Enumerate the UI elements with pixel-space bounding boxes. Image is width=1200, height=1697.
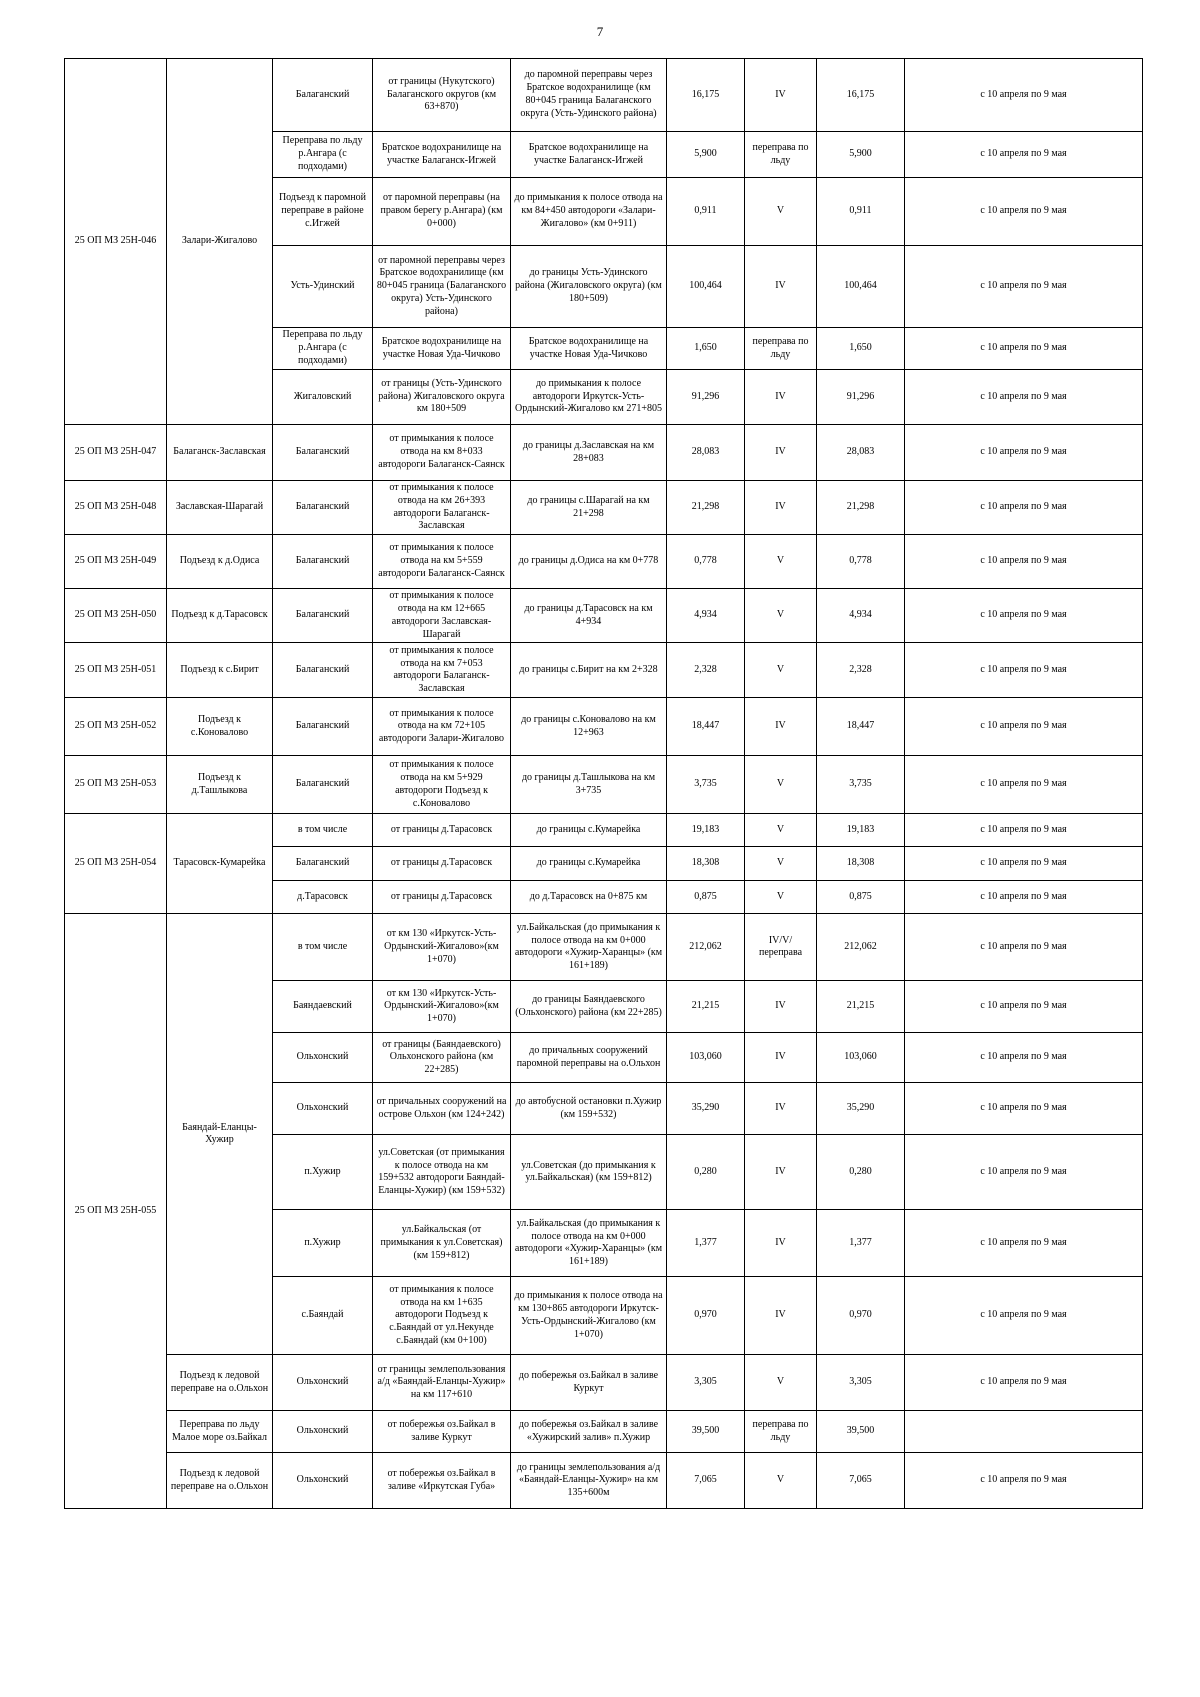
- length-total-cell: 28,083: [817, 425, 905, 481]
- category-cell: IV: [745, 1277, 817, 1355]
- road-code-cell: 25 ОП МЗ 25Н-052: [65, 698, 167, 756]
- table-row: [65, 814, 1143, 847]
- to-cell: до автобусной остановки п.Хужир (км 159+532): [511, 1083, 667, 1135]
- length-cell: 1,377: [667, 1210, 745, 1277]
- from-cell: от примыкания к полосе отвода на км 5+559 автодороги Балаганск-Саянск: [373, 535, 511, 589]
- road-name-cell: Залари-Жигалово: [167, 59, 273, 425]
- category-cell: IV/V/переправа: [745, 914, 817, 981]
- road-name-cell: Подъезд к д.Тарасовск: [167, 589, 273, 643]
- length-total-cell: 212,062: [817, 914, 905, 981]
- from-cell: от примыкания к полосе отвода на км 12+665 автодороги Заславская-Шарагай: [373, 589, 511, 643]
- period-cell: с 10 апреля по 9 мая: [905, 914, 1143, 981]
- road-name-cell: Подъезд к ледовой переправе на о.Ольхон: [167, 1355, 273, 1411]
- period-cell: с 10 апреля по 9 мая: [905, 1355, 1143, 1411]
- length-cell: 5,900: [667, 132, 745, 178]
- period-cell: с 10 апреля по 9 мая: [905, 756, 1143, 814]
- period-cell: с 10 апреля по 9 мая: [905, 643, 1143, 698]
- to-cell: Братское водохранилище на участке Балаганск-Игжей: [511, 132, 667, 178]
- length-total-cell: 2,328: [817, 643, 905, 698]
- category-cell: V: [745, 1355, 817, 1411]
- road-name-cell: Баяндай-Еланцы-Хужир: [167, 914, 273, 1355]
- period-cell: с 10 апреля по 9 мая: [905, 1277, 1143, 1355]
- length-cell: 39,500: [667, 1411, 745, 1453]
- district-cell: Баяндаевский: [273, 981, 373, 1033]
- district-cell: Балаганский: [273, 698, 373, 756]
- to-cell: до границы д.Одиса на км 0+778: [511, 535, 667, 589]
- category-cell: IV: [745, 1135, 817, 1210]
- district-cell: Переправа по льду р.Ангара (с подходами): [273, 132, 373, 178]
- category-cell: V: [745, 1453, 817, 1509]
- district-cell: Балаганский: [273, 425, 373, 481]
- to-cell: до границы д.Тарасовск на км 4+934: [511, 589, 667, 643]
- district-cell: Ольхонский: [273, 1083, 373, 1135]
- from-cell: ул.Советская (от примыкания к полосе отвода на км 159+532 автодороги Баяндай-Еланцы-Хужир) (км 159+532): [373, 1135, 511, 1210]
- table-row: [65, 1453, 1143, 1509]
- period-cell: с 10 апреля по 9 мая: [905, 328, 1143, 370]
- length-cell: 3,735: [667, 756, 745, 814]
- category-cell: IV: [745, 481, 817, 535]
- length-total-cell: 0,875: [817, 881, 905, 914]
- road-code-cell: 25 ОП МЗ 25Н-053: [65, 756, 167, 814]
- table-row: [65, 914, 1143, 981]
- period-cell: с 10 апреля по 9 мая: [905, 481, 1143, 535]
- to-cell: до границы землепользования а/д «Баяндай-Еланцы-Хужир» на км 135+600м: [511, 1453, 667, 1509]
- road-name-cell: Переправа по льду Малое море оз.Байкал: [167, 1411, 273, 1453]
- to-cell: до границы с.Бирит на км 2+328: [511, 643, 667, 698]
- period-cell: с 10 апреля по 9 мая: [905, 370, 1143, 425]
- to-cell: ул.Байкальская (до примыкания к полосе отвода на км 0+000 автодороги «Хужир-Харанцы» (км 161+189): [511, 914, 667, 981]
- length-cell: 7,065: [667, 1453, 745, 1509]
- length-total-cell: 7,065: [817, 1453, 905, 1509]
- length-total-cell: 0,970: [817, 1277, 905, 1355]
- road-name-cell: Балаганск-Заславская: [167, 425, 273, 481]
- category-cell: IV: [745, 698, 817, 756]
- district-cell: Балаганский: [273, 847, 373, 881]
- length-total-cell: 3,735: [817, 756, 905, 814]
- category-cell: переправа по льду: [745, 132, 817, 178]
- from-cell: Братское водохранилище на участке Балаганск-Игжей: [373, 132, 511, 178]
- road-code-cell: 25 ОП МЗ 25Н-055: [65, 914, 167, 1509]
- period-cell: с 10 апреля по 9 мая: [905, 1135, 1143, 1210]
- length-total-cell: 100,464: [817, 246, 905, 328]
- period-cell: с 10 апреля по 9 мая: [905, 1210, 1143, 1277]
- category-cell: V: [745, 814, 817, 847]
- length-total-cell: 35,290: [817, 1083, 905, 1135]
- road-code-cell: 25 ОП МЗ 25Н-051: [65, 643, 167, 698]
- period-cell: с 10 апреля по 9 мая: [905, 246, 1143, 328]
- to-cell: до границы д.Ташлыкова на км 3+735: [511, 756, 667, 814]
- table-row: [65, 1355, 1143, 1411]
- to-cell: до побережья оз.Байкал в заливе «Хужирский залив» п.Хужир: [511, 1411, 667, 1453]
- length-cell: 0,280: [667, 1135, 745, 1210]
- category-cell: V: [745, 178, 817, 246]
- to-cell: до причальных сооружений паромной переправы на о.Ольхон: [511, 1033, 667, 1083]
- length-total-cell: 4,934: [817, 589, 905, 643]
- to-cell: до примыкания к полосе отвода на км 130+865 автодороги Иркутск-Усть-Ордынский-Жигалово (км 1+070): [511, 1277, 667, 1355]
- to-cell: до побережья оз.Байкал в заливе Куркут: [511, 1355, 667, 1411]
- district-cell: Балаганский: [273, 535, 373, 589]
- period-cell: с 10 апреля по 9 мая: [905, 59, 1143, 132]
- road-code-cell: 25 ОП МЗ 25Н-049: [65, 535, 167, 589]
- district-cell: Ольхонский: [273, 1033, 373, 1083]
- length-cell: 0,875: [667, 881, 745, 914]
- from-cell: от границы д.Тарасовск: [373, 881, 511, 914]
- category-cell: переправа по льду: [745, 1411, 817, 1453]
- period-cell: с 10 апреля по 9 мая: [905, 1033, 1143, 1083]
- district-cell: Жигаловский: [273, 370, 373, 425]
- district-cell: Балаганский: [273, 756, 373, 814]
- length-cell: 0,778: [667, 535, 745, 589]
- category-cell: IV: [745, 425, 817, 481]
- length-total-cell: 0,280: [817, 1135, 905, 1210]
- from-cell: от границы (Баяндаевского) Ольхонского района (км 22+285): [373, 1033, 511, 1083]
- length-cell: 3,305: [667, 1355, 745, 1411]
- period-cell: с 10 апреля по 9 мая: [905, 425, 1143, 481]
- from-cell: от примыкания к полосе отвода на км 26+393 автодороги Балаганск-Заславская: [373, 481, 511, 535]
- to-cell: до примыкания к полосе автодороги Иркутск-Усть-Ордынский-Жигалово км 271+805: [511, 370, 667, 425]
- to-cell: до границы д.Заславская на км 28+083: [511, 425, 667, 481]
- length-cell: 21,215: [667, 981, 745, 1033]
- category-cell: IV: [745, 1033, 817, 1083]
- from-cell: от причальных сооружений на острове Ольхон (км 124+242): [373, 1083, 511, 1135]
- district-cell: д.Тарасовск: [273, 881, 373, 914]
- from-cell: от границы д.Тарасовск: [373, 847, 511, 881]
- road-code-cell: 25 ОП МЗ 25Н-054: [65, 814, 167, 914]
- length-total-cell: 16,175: [817, 59, 905, 132]
- length-total-cell: 18,447: [817, 698, 905, 756]
- length-cell: 91,296: [667, 370, 745, 425]
- length-total-cell: 3,305: [817, 1355, 905, 1411]
- table-row: [65, 1411, 1143, 1453]
- table-row: [65, 589, 1143, 643]
- table-row: [65, 481, 1143, 535]
- district-cell: Балаганский: [273, 643, 373, 698]
- category-cell: IV: [745, 246, 817, 328]
- period-cell: с 10 апреля по 9 мая: [905, 847, 1143, 881]
- road-name-cell: Подъезд к д.Ташлыкова: [167, 756, 273, 814]
- district-cell: Ольхонский: [273, 1453, 373, 1509]
- category-cell: IV: [745, 1083, 817, 1135]
- length-cell: 103,060: [667, 1033, 745, 1083]
- road-code-cell: 25 ОП МЗ 25Н-050: [65, 589, 167, 643]
- period-cell: с 10 апреля по 9 мая: [905, 589, 1143, 643]
- length-cell: 18,308: [667, 847, 745, 881]
- table-row: [65, 643, 1143, 698]
- from-cell: от границы землепользования а/д «Баяндай-Еланцы-Хужир» на км 117+610: [373, 1355, 511, 1411]
- to-cell: до границы с.Коновалово на км 12+963: [511, 698, 667, 756]
- table-row: [65, 535, 1143, 589]
- length-total-cell: 103,060: [817, 1033, 905, 1083]
- road-name-cell: Подъезд к д.Одиса: [167, 535, 273, 589]
- road-name-cell: Заславская-Шарагай: [167, 481, 273, 535]
- category-cell: IV: [745, 981, 817, 1033]
- district-cell: в том числе: [273, 814, 373, 847]
- length-total-cell: 19,183: [817, 814, 905, 847]
- roads-table: [64, 58, 1143, 1509]
- category-cell: IV: [745, 1210, 817, 1277]
- length-cell: 19,183: [667, 814, 745, 847]
- from-cell: от границы (Нукутского) Балаганского округов (км 63+870): [373, 59, 511, 132]
- length-cell: 16,175: [667, 59, 745, 132]
- table-row: [65, 425, 1143, 481]
- to-cell: до границы Усть-Удинского района (Жигаловского округа) (км 180+509): [511, 246, 667, 328]
- from-cell: от границы (Усть-Удинского района) Жигаловского округа км 180+509: [373, 370, 511, 425]
- length-total-cell: 5,900: [817, 132, 905, 178]
- period-cell: [905, 1411, 1143, 1453]
- to-cell: ул.Советская (до примыкания к ул.Байкальская) (км 159+812): [511, 1135, 667, 1210]
- from-cell: ул.Байкальская (от примыкания к ул.Советская) (км 159+812): [373, 1210, 511, 1277]
- length-cell: 0,970: [667, 1277, 745, 1355]
- table-row: [65, 756, 1143, 814]
- category-cell: V: [745, 847, 817, 881]
- period-cell: с 10 апреля по 9 мая: [905, 814, 1143, 847]
- to-cell: до границы Баяндаевского (Ольхонского) района (км 22+285): [511, 981, 667, 1033]
- district-cell: п.Хужир: [273, 1210, 373, 1277]
- category-cell: V: [745, 881, 817, 914]
- district-cell: Усть-Удинский: [273, 246, 373, 328]
- from-cell: от км 130 «Иркутск-Усть-Ордынский-Жигалово»(км 1+070): [373, 914, 511, 981]
- district-cell: Ольхонский: [273, 1355, 373, 1411]
- category-cell: переправа по льду: [745, 328, 817, 370]
- period-cell: с 10 апреля по 9 мая: [905, 981, 1143, 1033]
- length-cell: 35,290: [667, 1083, 745, 1135]
- length-total-cell: 0,911: [817, 178, 905, 246]
- to-cell: до границы с.Шарагай на км 21+298: [511, 481, 667, 535]
- length-cell: 0,911: [667, 178, 745, 246]
- table-row: [65, 698, 1143, 756]
- length-total-cell: 39,500: [817, 1411, 905, 1453]
- to-cell: до примыкания к полосе отвода на км 84+450 автодороги «Залари-Жигалово» (км 0+911): [511, 178, 667, 246]
- from-cell: от паромной переправы через Братское водохранилище (км 80+045 граница (Балаганского округа) Усть-Удинского района): [373, 246, 511, 328]
- from-cell: от побережья оз.Байкал в заливе Куркут: [373, 1411, 511, 1453]
- length-total-cell: 21,215: [817, 981, 905, 1033]
- category-cell: V: [745, 756, 817, 814]
- district-cell: Балаганский: [273, 481, 373, 535]
- district-cell: Подъезд к паромной переправе в районе с.Игжей: [273, 178, 373, 246]
- from-cell: от границы д.Тарасовск: [373, 814, 511, 847]
- from-cell: от км 130 «Иркутск-Усть-Ордынский-Жигалово»(км 1+070): [373, 981, 511, 1033]
- district-cell: Переправа по льду р.Ангара (с подходами): [273, 328, 373, 370]
- road-name-cell: Тарасовск-Кумарейка: [167, 814, 273, 914]
- to-cell: до паромной переправы через Братское водохранилище (км 80+045 граница Балаганского округа (Усть-Удинского района): [511, 59, 667, 132]
- from-cell: от примыкания к полосе отвода на км 1+635 автодороги Подъезд к с.Баяндай от ул.Некунде с.Баяндай (км 0+100): [373, 1277, 511, 1355]
- district-cell: п.Хужир: [273, 1135, 373, 1210]
- period-cell: с 10 апреля по 9 мая: [905, 535, 1143, 589]
- to-cell: до границы с.Кумарейка: [511, 847, 667, 881]
- road-name-cell: Подъезд к ледовой переправе на о.Ольхон: [167, 1453, 273, 1509]
- length-cell: 100,464: [667, 246, 745, 328]
- to-cell: ул.Байкальская (до примыкания к полосе отвода на км 0+000 автодороги «Хужир-Харанцы» (км 161+189): [511, 1210, 667, 1277]
- length-cell: 21,298: [667, 481, 745, 535]
- length-total-cell: 91,296: [817, 370, 905, 425]
- from-cell: Братское водохранилище на участке Новая Уда-Чичково: [373, 328, 511, 370]
- period-cell: с 10 апреля по 9 мая: [905, 132, 1143, 178]
- period-cell: с 10 апреля по 9 мая: [905, 1083, 1143, 1135]
- from-cell: от примыкания к полосе отвода на км 8+033 автодороги Балаганск-Саянск: [373, 425, 511, 481]
- period-cell: с 10 апреля по 9 мая: [905, 698, 1143, 756]
- to-cell: до границы с.Кумарейка: [511, 814, 667, 847]
- length-total-cell: 1,377: [817, 1210, 905, 1277]
- category-cell: V: [745, 535, 817, 589]
- road-code-cell: 25 ОП МЗ 25Н-046: [65, 59, 167, 425]
- to-cell: до д.Тарасовск на 0+875 км: [511, 881, 667, 914]
- district-cell: Балаганский: [273, 59, 373, 132]
- from-cell: от примыкания к полосе отвода на км 7+053 автодороги Балаганск-Заславская: [373, 643, 511, 698]
- from-cell: от примыкания к полосе отвода на км 5+929 автодороги Подъезд к с.Коновалово: [373, 756, 511, 814]
- table-row: [65, 59, 1143, 132]
- period-cell: с 10 апреля по 9 мая: [905, 881, 1143, 914]
- length-cell: 18,447: [667, 698, 745, 756]
- category-cell: V: [745, 643, 817, 698]
- category-cell: V: [745, 589, 817, 643]
- from-cell: от побережья оз.Байкал в заливе «Иркутская Губа»: [373, 1453, 511, 1509]
- district-cell: с.Баяндай: [273, 1277, 373, 1355]
- length-cell: 1,650: [667, 328, 745, 370]
- district-cell: Ольхонский: [273, 1411, 373, 1453]
- length-total-cell: 18,308: [817, 847, 905, 881]
- road-code-cell: 25 ОП МЗ 25Н-048: [65, 481, 167, 535]
- length-total-cell: 21,298: [817, 481, 905, 535]
- length-total-cell: 1,650: [817, 328, 905, 370]
- from-cell: от паромной переправы (на правом берегу р.Ангара) (км 0+000): [373, 178, 511, 246]
- length-cell: 212,062: [667, 914, 745, 981]
- length-total-cell: 0,778: [817, 535, 905, 589]
- length-cell: 4,934: [667, 589, 745, 643]
- road-name-cell: Подъезд к с.Бирит: [167, 643, 273, 698]
- category-cell: IV: [745, 370, 817, 425]
- length-cell: 2,328: [667, 643, 745, 698]
- category-cell: IV: [745, 59, 817, 132]
- period-cell: с 10 апреля по 9 мая: [905, 178, 1143, 246]
- length-cell: 28,083: [667, 425, 745, 481]
- road-name-cell: Подъезд к с.Коновалово: [167, 698, 273, 756]
- period-cell: с 10 апреля по 9 мая: [905, 1453, 1143, 1509]
- road-code-cell: 25 ОП МЗ 25Н-047: [65, 425, 167, 481]
- from-cell: от примыкания к полосе отвода на км 72+105 автодороги Залари-Жигалово: [373, 698, 511, 756]
- page-number: 7: [596, 24, 604, 39]
- to-cell: Братское водохранилище на участке Новая Уда-Чичково: [511, 328, 667, 370]
- district-cell: Балаганский: [273, 589, 373, 643]
- district-cell: в том числе: [273, 914, 373, 981]
